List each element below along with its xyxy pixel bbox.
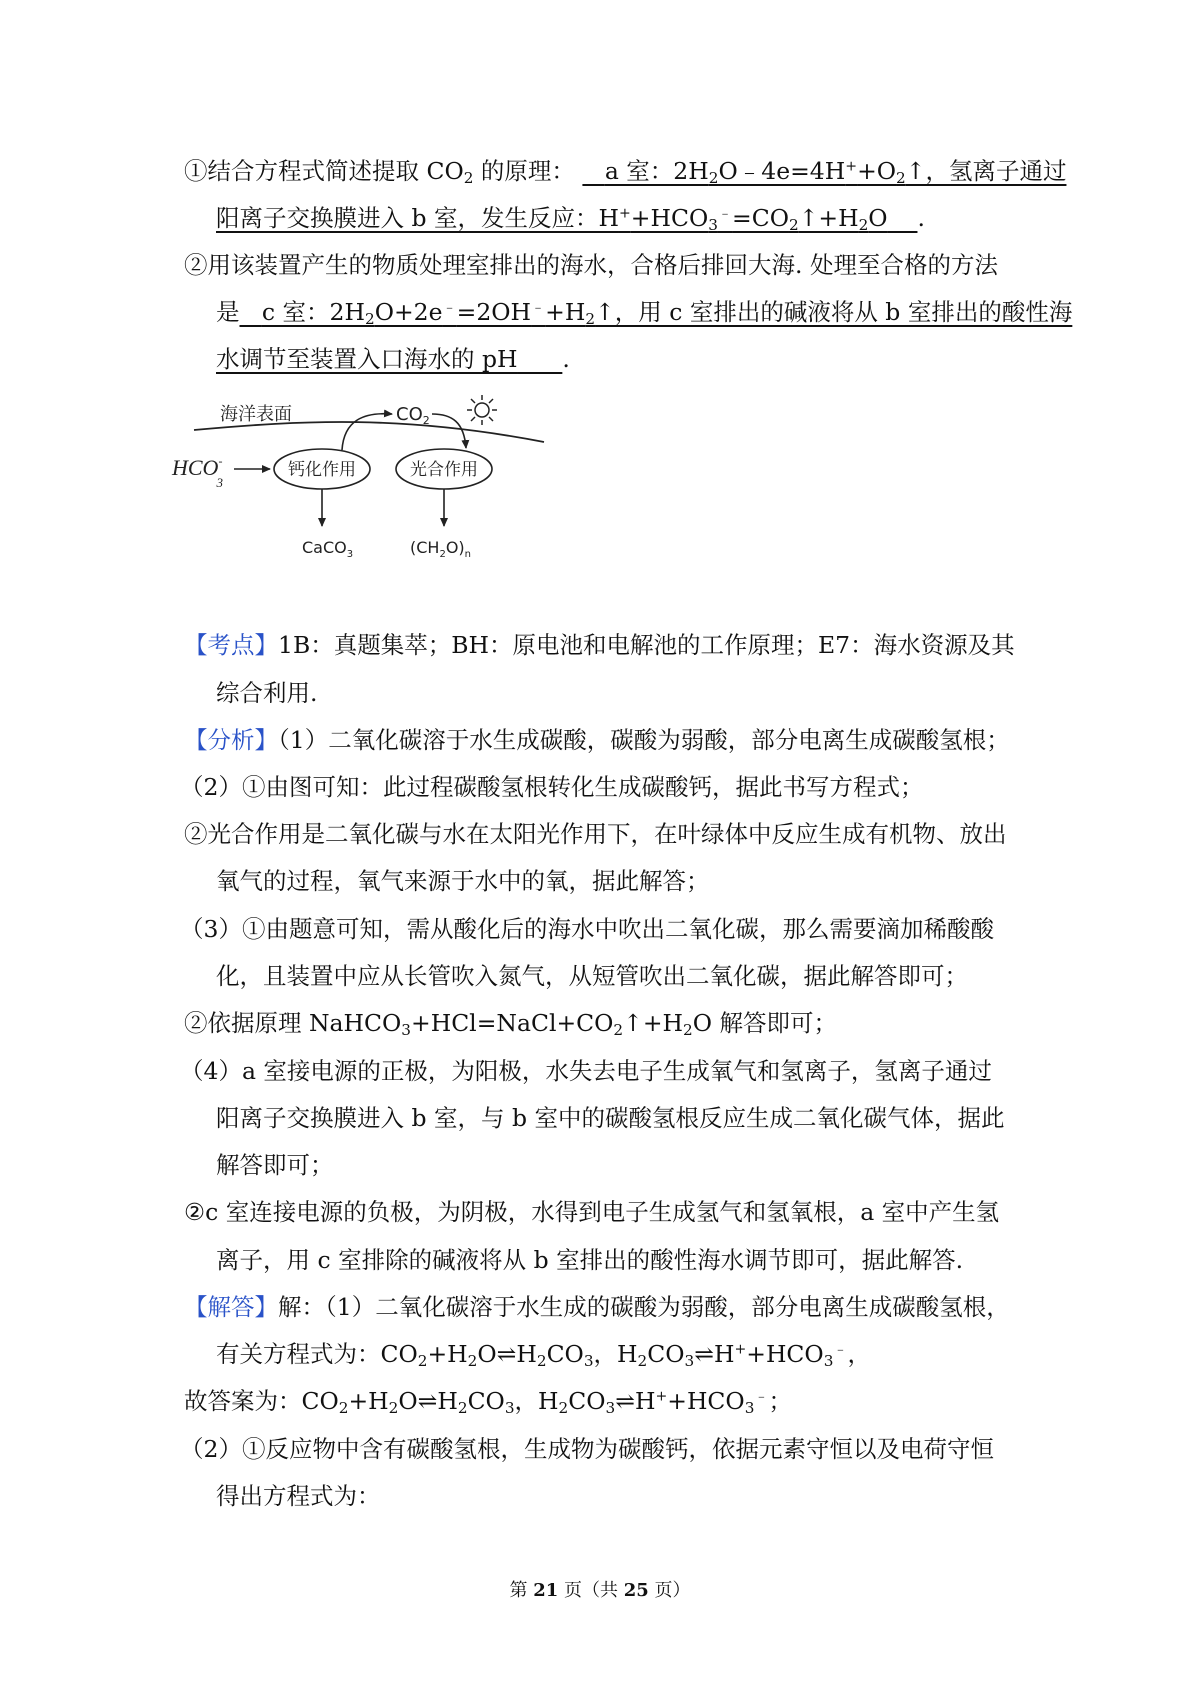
item1-line1: ①结合方程式简述提取 $CO_2$ 的原理： a 室：$2H_2O﹣4e=4H^++O_2↑$，氢离子通过 <box>184 157 1067 187</box>
fenxi-p2: （2）①由图可知：此过程碳酸氢根转化生成碳酸钙，据此书写方程式； <box>180 773 924 801</box>
fenxi-p4-line2: 化，且装置中应从长管吹入氮气，从短管吹出二氧化碳，据此解答即可； <box>216 962 968 990</box>
kaodian-tag: 【考点】 <box>184 631 278 659</box>
jieda-line1: 【解答】解：（1）二氧化碳溶于水生成的碳酸为弱酸，部分电离生成碳酸氢根， <box>184 1293 1010 1321</box>
calcification-to-co2-arrow <box>342 414 392 450</box>
fenxi-line1: 【分析】（1）二氧化碳溶于水生成碳酸，碳酸为弱酸，部分电离生成碳酸氢根； <box>184 726 1010 754</box>
jieda-tag: 【解答】 <box>184 1293 278 1321</box>
item1-line2: 阳离子交换膜进入 b 室，发生反应：$H^++HCO_3^﹣=CO_2↑+H_2O$ . <box>216 204 925 234</box>
fenxi-p6-line1: （4）a 室接电源的正极，为阳极，水失去电子生成氧气和氢离子，氢离子通过 <box>180 1057 992 1085</box>
carbon-cycle-diagram <box>172 390 544 570</box>
fenxi-p3-line1: ②光合作用是二氧化碳与水在太阳光作用下，在叶绿体中反应生成有机物、放出 <box>184 820 1007 848</box>
jieda-answer-line: 故答案为：$CO_2+H_2O\rightleftharpoons H_2CO_3$，$H_2CO_3\rightleftharpoons H^++HCO_3^﹣$； <box>184 1387 792 1417</box>
page-footer: 第 21 页（共 25 页） <box>509 1580 691 1601</box>
answer-blank-2: c 室：$2H_2O+2e^﹣=2OH^﹣+H_2↑$，用 c 室排出的碱液将从 b 室排出的酸性海 <box>261 298 1073 328</box>
fenxi-tag: 【分析】 <box>184 726 278 754</box>
ch2o-label: $(CH_2O)_n$ <box>410 538 472 560</box>
fenxi-p4-line1: （3）①由题意可知，需从酸化后的海水中吹出二氧化碳，那么需要滴加稀酸酸 <box>180 915 994 943</box>
fenxi-p3-line2: 氧气的过程，氧气来源于水中的氧，据此解答； <box>216 867 710 895</box>
fenxi-p5: ②依据原理 $NaHCO_3+HCl=NaCl+CO_2↑+H_2O$ 解答即可； <box>184 1009 837 1039</box>
jieda-line5: 得出方程式为： <box>216 1482 381 1510</box>
fenxi-p7-line2: 离子，用 c 室排除的碱液将从 b 室排出的酸性海水调节即可，据此解答. <box>216 1246 964 1274</box>
item2-line3: 水调节至装置入口海水的 pH . <box>216 345 570 373</box>
item2-line1: ②用该装置产生的物质处理室排出的海水，合格后排回大海. 处理至合格的方法 <box>184 251 998 279</box>
co2-label: $CO_2$ <box>396 404 430 427</box>
jieda-line4: （2）①反应物中含有碳酸氢根，生成物为碳酸钙，依据元素守恒以及电荷守恒 <box>180 1435 994 1463</box>
answer-blank-1: a 室：$2H_2O﹣4e=4H^++O_2↑$，氢离子通过 <box>604 157 1067 187</box>
fenxi-p6-line2: 阳离子交换膜进入 b 室，与 b 室中的碳酸氢根反应生成二氧化碳气体，据此 <box>216 1104 1005 1132</box>
photosynthesis-label: 光合作用 <box>410 460 478 480</box>
answer-blank-2-cont: 水调节至装置入口海水的 pH <box>216 345 518 373</box>
total-pages: 25 <box>623 1580 649 1601</box>
hco3-label: HCO-3 <box>172 454 223 490</box>
item2-line2: 是 c 室：$2H_2O+2e^﹣=2OH^﹣+H_2↑$，用 c 室排出的碱液将从 b 室排出的酸性海 <box>216 298 1073 328</box>
kaodian-line2: 综合利用. <box>216 679 318 707</box>
answer-blank-1-cont: 阳离子交换膜进入 b 室，发生反应：$H^++HCO_3^﹣=CO_2↑+H_2O$ <box>216 204 888 234</box>
sea-surface-label: 海洋表面 <box>220 404 292 425</box>
caco3-label: CaCO$_3$ <box>302 538 354 560</box>
jieda-equation-line: 有关方程式为：$CO_2+H_2O\rightleftharpoons H_2CO_3$，$H_2CO_3\rightleftharpoons H^++HCO_3^﹣$， <box>216 1340 871 1370</box>
page-number: 21 <box>533 1580 559 1601</box>
sun-icon <box>467 395 497 425</box>
fenxi-p7-line1: ②c 室连接电源的负极，为阴极，水得到电子生成氢气和氢氧根，a 室中产生氢 <box>184 1198 1000 1226</box>
fenxi-p6-line3: 解答即可； <box>216 1151 334 1179</box>
calcification-label: 钙化作用 <box>288 460 356 480</box>
co2-to-photosynthesis-arrow <box>432 414 466 448</box>
kaodian-line1: 【考点】1B：真题集萃；BH：原电池和电解池的工作原理；E7：海水资源及其 <box>184 631 1015 659</box>
